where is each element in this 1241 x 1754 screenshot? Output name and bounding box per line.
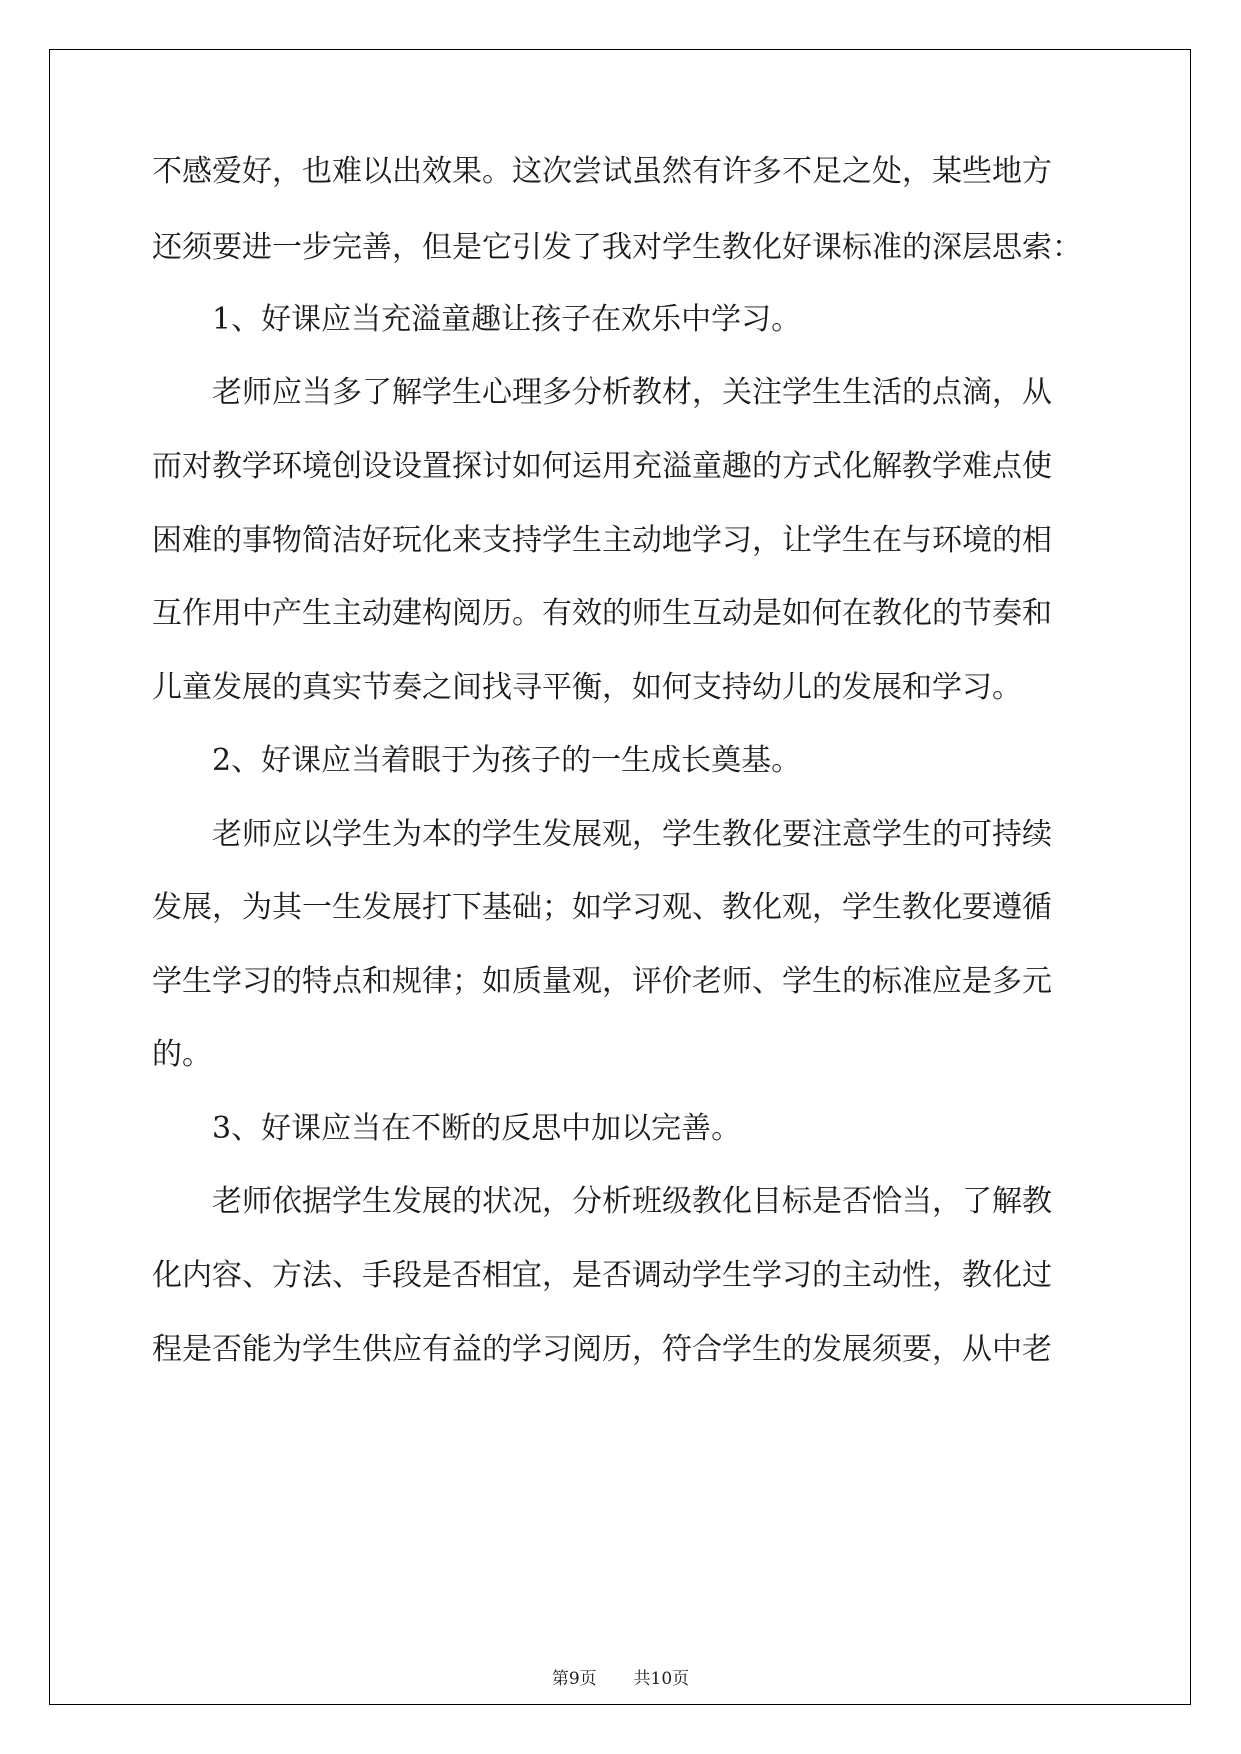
page-border xyxy=(49,49,1191,1705)
page-number: 第9页 xyxy=(551,1669,597,1689)
text-line: 化内容、方法、手段是否相宜，是否调动学生学习的主动性，教化过 xyxy=(152,1258,1052,1293)
text-line: 老师应当多了解学生心理多分析教材，关注学生生活的点滴，从 xyxy=(212,375,1052,410)
text-line: 老师应以学生为本的学生发展观，学生教化要注意学生的可持续 xyxy=(212,817,1052,852)
page-total: 共10页 xyxy=(633,1669,690,1689)
page-footer xyxy=(0,1664,1241,1689)
text-line: 的。 xyxy=(152,1037,212,1072)
section-heading: 2、好课应当着眼于为孩子的一生成长奠基。 xyxy=(212,743,802,778)
text-line: 而对教学环境创设设置探讨如何运用充溢童趣的方式化解教学难点使 xyxy=(152,449,1052,484)
text-line: 老师依据学生发展的状况，分析班级教化目标是否恰当，了解教 xyxy=(212,1184,1052,1219)
text-line: 程是否能为学生供应有益的学习阅历，符合学生的发展须要，从中老 xyxy=(152,1332,1052,1367)
text-line: 困难的事物简洁好玩化来支持学生主动地学习，让学生在与环境的相 xyxy=(152,523,1052,558)
text-line: 发展，为其一生发展打下基础；如学习观、教化观，学生教化要遵循 xyxy=(152,890,1052,925)
text-line: 不感爱好，也难以出效果。这次尝试虽然有许多不足之处，某些地方 xyxy=(152,154,1052,189)
text-line: 学生学习的特点和规律；如质量观，评价老师、学生的标准应是多元 xyxy=(152,964,1052,999)
text-line: 儿童发展的真实节奏之间找寻平衡，如何支持幼儿的发展和学习。 xyxy=(152,670,1022,705)
text-line: 还须要进一步完善，但是它引发了我对学生教化好课标准的深层思索： xyxy=(152,230,1082,265)
text-line: 互作用中产生主动建构阅历。有效的师生互动是如何在教化的节奏和 xyxy=(152,596,1052,631)
section-heading: 3、好课应当在不断的反思中加以完善。 xyxy=(212,1111,742,1146)
section-heading: 1、好课应当充溢童趣让孩子在欢乐中学习。 xyxy=(212,302,802,337)
